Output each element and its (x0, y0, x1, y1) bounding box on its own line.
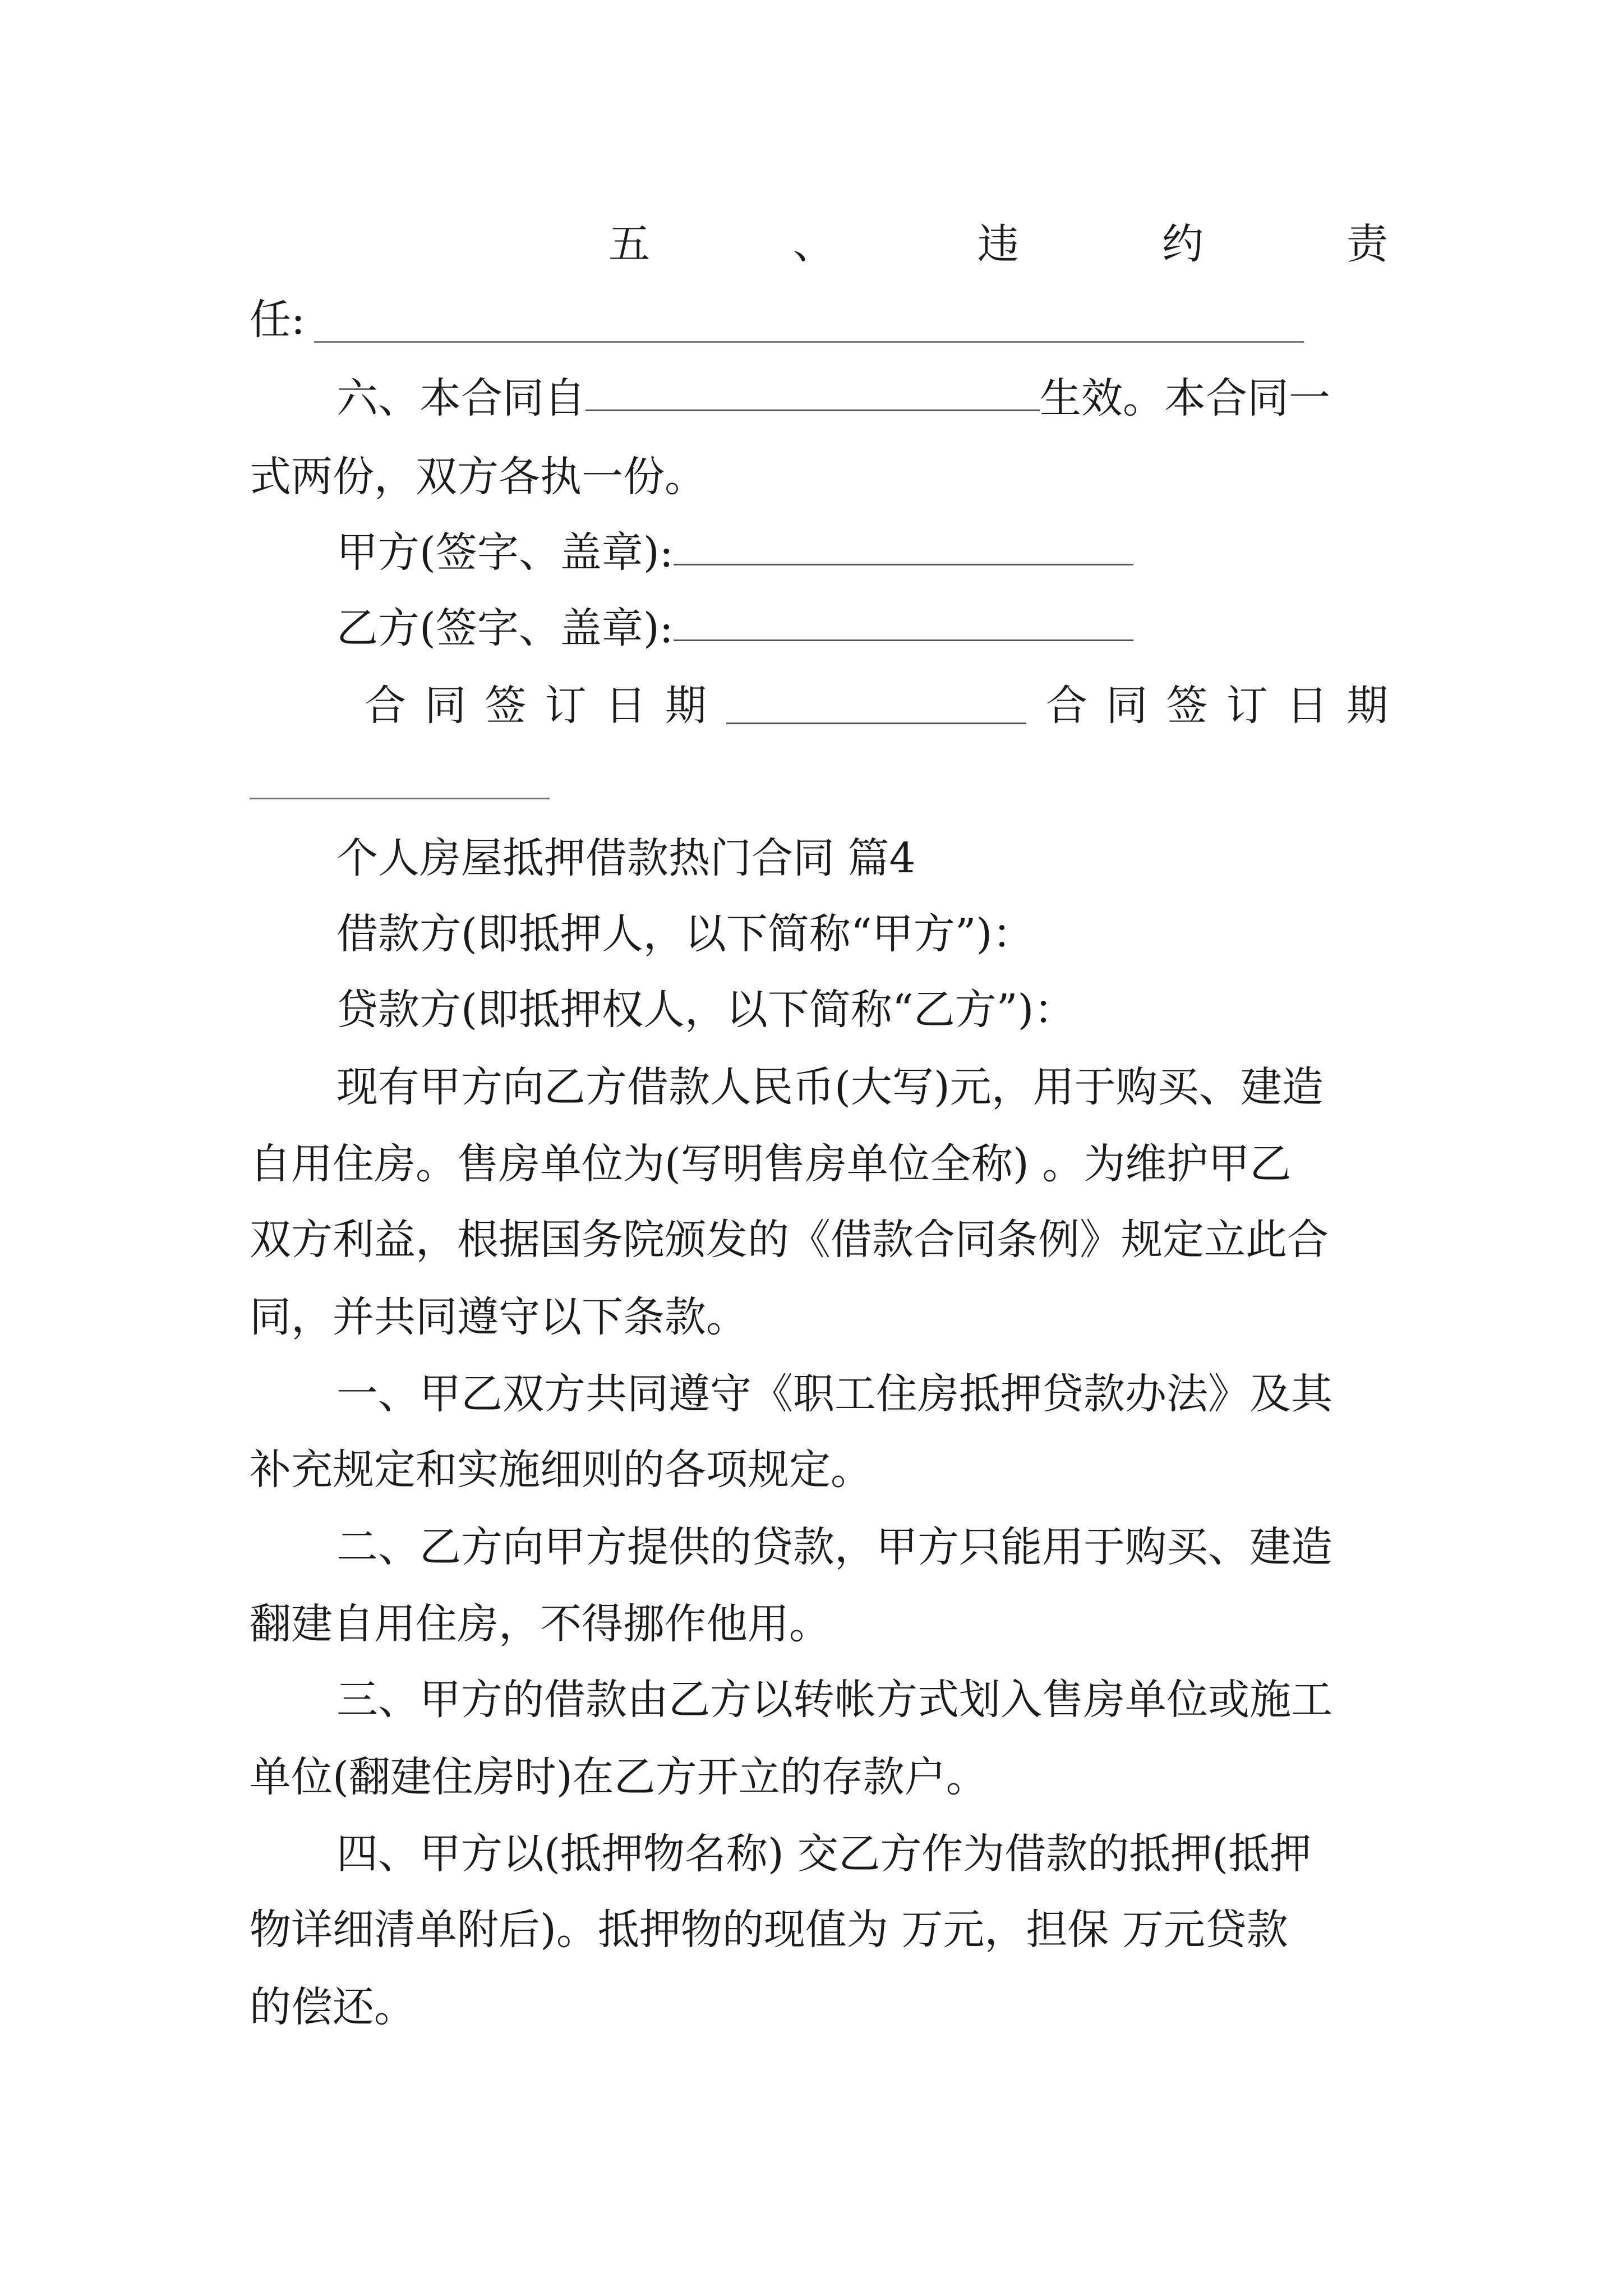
clause-text: 四、甲方以(抵押物名称) 交乙方作为借款的抵押(抵押 (336, 1830, 1312, 1878)
date-char: 期 (665, 682, 707, 730)
clause-text: 单位(翻建住房时)在乙方开立的存款户。 (250, 1753, 988, 1801)
sign-date-blank (726, 683, 1026, 724)
sign-date-right (1046, 678, 1388, 734)
section5-char: 违 (978, 220, 1019, 268)
lender-line (336, 982, 1388, 1038)
party-b-signature-line (336, 600, 1388, 656)
party-a-label: 甲方(签字、盖章): (336, 528, 674, 577)
clause-text: 三、甲方的借款由乙方以转帐方式划入售房单位或施工 (336, 1676, 1332, 1724)
clause2-line (336, 1519, 1388, 1575)
section5-char: 、 (793, 220, 834, 268)
clause-text: 补充规定和实施细则的各项规定。 (250, 1446, 872, 1494)
clause-text: 翻建自用住房，不得挪作他用。 (250, 1600, 831, 1648)
paragraph-text: 同，并共同遵守以下条款。 (250, 1293, 748, 1341)
borrower-text: 借款方(即抵押人，以下简称“甲方”)： (336, 910, 1034, 958)
clause-text: 一、甲乙双方共同遵守《职工住房抵押贷款办法》及其 (336, 1370, 1332, 1418)
party-b-label: 乙方(签字、盖章): (336, 604, 674, 652)
clause3-line (250, 1749, 1388, 1805)
date-char: 合 (1046, 682, 1087, 730)
section6-cont: 式两份，双方各执一份。 (250, 453, 706, 501)
clause4-line (336, 1826, 1388, 1882)
section6-line1 (336, 370, 1388, 426)
clause2-line (250, 1596, 1388, 1652)
section5-cont-text: 任: (250, 296, 305, 344)
paragraph-line (250, 1212, 1388, 1268)
borrower-line (336, 906, 1388, 962)
sign-date-line (365, 678, 1388, 734)
paragraph-text: 双方利益，根据国务院颁发的《借款合同条例》规定立此合 (250, 1216, 1329, 1264)
lender-text: 贷款方(即抵押权人，以下简称“乙方”)： (336, 986, 1076, 1034)
section6-lead: 六、本合同自 (336, 374, 585, 422)
section5-blank-line (314, 341, 1304, 343)
date-char: 期 (1346, 682, 1388, 730)
clause-text: 物详细清单附后)。抵押物的现值为 万元，担保 万元贷款 (250, 1906, 1288, 1954)
clause3-line (336, 1672, 1388, 1728)
section5-heading-line (608, 216, 1388, 272)
date-char: 签 (1166, 682, 1208, 730)
paragraph-text: 自用住房。售房单位为(写明售房单位全称) 。为维护甲乙 (250, 1140, 1292, 1188)
paragraph-text: 现有甲方向乙方借款人民币(大写)元，用于购买、建造 (336, 1063, 1324, 1111)
section5-continuation (250, 292, 1388, 348)
contract4-heading (336, 830, 1388, 886)
date-char: 日 (605, 682, 647, 730)
clause-text: 二、乙方向甲方提供的贷款，甲方只能用于购买、建造 (336, 1523, 1332, 1571)
paragraph-line (250, 1136, 1388, 1192)
contract4-heading-text: 个人房屋抵押借款热门合同 篇4 (336, 834, 916, 882)
section5-char: 五 (608, 220, 650, 268)
date-char: 订 (1226, 682, 1268, 730)
date-char: 签 (485, 682, 527, 730)
date-char: 合 (365, 682, 406, 730)
clause1-line (336, 1366, 1388, 1422)
clause4-line (250, 1979, 1388, 2035)
paragraph-line (336, 1059, 1388, 1115)
date-char: 同 (425, 682, 467, 730)
effective-date-blank (585, 370, 1040, 411)
clause4-line (250, 1902, 1388, 1958)
party-a-blank (674, 524, 1133, 565)
sign-date-left (365, 678, 707, 734)
date-char: 订 (545, 682, 587, 730)
section6-line2 (250, 449, 1388, 505)
section5-char: 约 (1162, 220, 1204, 268)
sign-date-second-blank (250, 798, 550, 799)
paragraph-line (250, 1289, 1388, 1345)
section6-tail: 生效。本合同一 (1040, 374, 1330, 422)
clause-text: 的偿还。 (250, 1983, 416, 2031)
section5-char: 责 (1347, 220, 1388, 268)
date-char: 日 (1286, 682, 1328, 730)
party-a-signature-line (336, 524, 1388, 581)
clause1-line (250, 1442, 1388, 1498)
date-char: 同 (1106, 682, 1148, 730)
party-b-blank (674, 600, 1133, 641)
